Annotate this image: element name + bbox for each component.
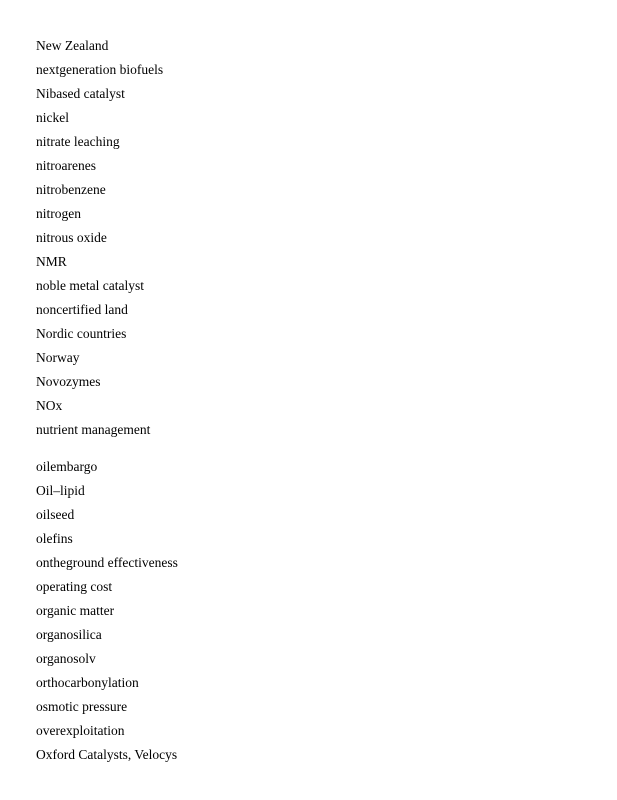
index-entry: ontheground effectiveness bbox=[36, 555, 178, 570]
index-entry: organosilica bbox=[36, 627, 102, 642]
index-entry: operating cost bbox=[36, 579, 113, 594]
index-entry: Nibased catalyst bbox=[36, 86, 125, 101]
index-entry: nitrogen bbox=[36, 206, 81, 221]
index-entry: New Zealand bbox=[36, 38, 109, 53]
index-entry: nitrate leaching bbox=[36, 134, 120, 149]
index-entry: noncertified land bbox=[36, 302, 128, 317]
index-entry: oilembargo bbox=[36, 459, 98, 474]
index-entry: nickel bbox=[36, 110, 69, 125]
index-entry: nitrobenzene bbox=[36, 182, 106, 197]
index-page bbox=[36, 34, 596, 767]
index-entry: osmotic pressure bbox=[36, 699, 128, 714]
index-entry: nitroarenes bbox=[36, 158, 96, 173]
index-entry: Oil–lipid bbox=[36, 483, 85, 498]
index-entry: Nordic countries bbox=[36, 326, 127, 341]
index-entry: nutrient management bbox=[36, 422, 151, 437]
index-entry: overexploitation bbox=[36, 723, 125, 738]
index-entry: Novozymes bbox=[36, 374, 101, 389]
index-entry: NOx bbox=[36, 398, 63, 413]
index-entry: organosolv bbox=[36, 651, 96, 666]
index-entry: nitrous oxide bbox=[36, 230, 107, 245]
index-entry: noble metal catalyst bbox=[36, 278, 144, 293]
index-entry: nextgeneration biofuels bbox=[36, 62, 164, 77]
index-group-o bbox=[36, 455, 596, 767]
index-entry: olefins bbox=[36, 531, 73, 546]
index-entry: organic matter bbox=[36, 603, 115, 618]
index-entry: Norway bbox=[36, 350, 80, 365]
index-entry: orthocarbonylation bbox=[36, 675, 139, 690]
index-entry: oilseed bbox=[36, 507, 75, 522]
index-entry: NMR bbox=[36, 254, 67, 269]
index-entry: Oxford Catalysts, Velocys bbox=[36, 747, 178, 762]
index-group-n bbox=[36, 34, 596, 442]
